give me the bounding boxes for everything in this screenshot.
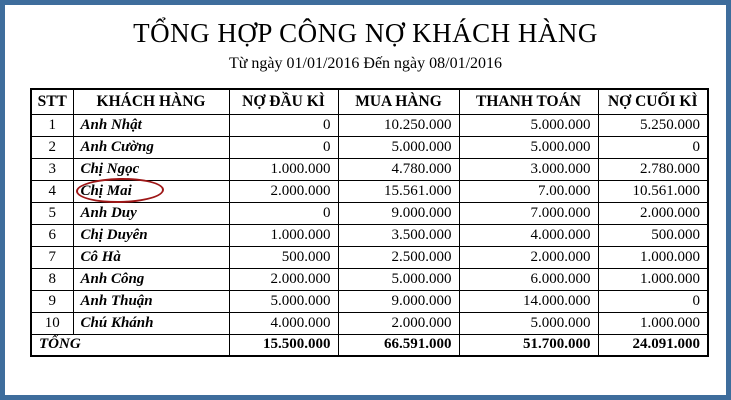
- opening-debt-cell: 2.000.000: [229, 180, 338, 202]
- payments-cell: 5.000.000: [459, 136, 598, 158]
- payments-cell: 5.000.000: [459, 114, 598, 136]
- customer-name: Anh Thuận: [80, 292, 153, 309]
- row-index-cell: 6: [31, 224, 73, 246]
- total-row: [31, 334, 708, 356]
- customer-name-cell: [73, 136, 229, 158]
- row-index-cell: 3: [31, 158, 73, 180]
- customer-name-cell: [73, 158, 229, 180]
- row-index-cell: 7: [31, 246, 73, 268]
- customer-name: Chú Khánh: [80, 314, 154, 331]
- customer-name: Cô Hà: [80, 248, 121, 265]
- closing-debt-cell: 0: [598, 290, 708, 312]
- customer-name-cell: [73, 290, 229, 312]
- total-payments-cell: 51.700.000: [459, 334, 598, 356]
- table-row: [31, 312, 708, 334]
- opening-debt-cell: 1.000.000: [229, 224, 338, 246]
- closing-debt-cell: 5.250.000: [598, 114, 708, 136]
- customer-name: Chị Duyên: [80, 226, 148, 243]
- closing-debt-cell: 1.000.000: [598, 312, 708, 334]
- purchases-cell: 9.000.000: [338, 202, 459, 224]
- closing-debt-cell: 10.561.000: [598, 180, 708, 202]
- col-header-customer: KHÁCH HÀNG: [73, 89, 229, 114]
- purchases-cell: 2.500.000: [338, 246, 459, 268]
- customer-name-cell: [73, 114, 229, 136]
- customer-name: Anh Duy: [80, 204, 137, 221]
- closing-debt-cell: 500.000: [598, 224, 708, 246]
- row-index-cell: 2: [31, 136, 73, 158]
- customer-name-cell: [73, 202, 229, 224]
- customer-name-cell: [73, 180, 229, 202]
- customer-name-cell: [73, 224, 229, 246]
- opening-debt-cell: 2.000.000: [229, 268, 338, 290]
- page-subtitle: Từ ngày 01/01/2016 Đến ngày 08/01/2016: [228, 55, 503, 72]
- closing-debt-cell: 2.780.000: [598, 158, 708, 180]
- payments-cell: 7.000.000: [459, 202, 598, 224]
- customer-name: Anh Nhật: [80, 116, 142, 133]
- customer-name-cell: [73, 312, 229, 334]
- payments-cell: 7.00.000: [459, 180, 598, 202]
- row-index-cell: 10: [31, 312, 73, 334]
- purchases-cell: 3.500.000: [338, 224, 459, 246]
- closing-debt-cell: 1.000.000: [598, 246, 708, 268]
- closing-debt-cell: 2.000.000: [598, 202, 708, 224]
- payments-cell: 4.000.000: [459, 224, 598, 246]
- opening-debt-cell: 1.000.000: [229, 158, 338, 180]
- customer-name: Chị Mai: [80, 182, 132, 199]
- payments-cell: 6.000.000: [459, 268, 598, 290]
- purchases-cell: 4.780.000: [338, 158, 459, 180]
- payments-cell: 2.000.000: [459, 246, 598, 268]
- table-row: [31, 202, 708, 224]
- table-body: [31, 114, 708, 334]
- total-opening-debt-cell: 15.500.000: [229, 334, 338, 356]
- page-title: TỔNG HỢP CÔNG NỢ KHÁCH HÀNG: [133, 18, 598, 48]
- payments-cell: 14.000.000: [459, 290, 598, 312]
- header-row: [31, 89, 708, 114]
- opening-debt-cell: 4.000.000: [229, 312, 338, 334]
- col-header-purchases: MUA HÀNG: [338, 89, 459, 114]
- customer-name: Anh Cường: [80, 138, 154, 155]
- customer-name-cell: [73, 268, 229, 290]
- table-row: [31, 114, 708, 136]
- payments-cell: 5.000.000: [459, 312, 598, 334]
- opening-debt-cell: 0: [229, 114, 338, 136]
- debt-summary-table: [30, 88, 709, 357]
- opening-debt-cell: 0: [229, 136, 338, 158]
- row-index-cell: 1: [31, 114, 73, 136]
- row-index-cell: 5: [31, 202, 73, 224]
- total-closing-debt-cell: 24.091.000: [598, 334, 708, 356]
- opening-debt-cell: 0: [229, 202, 338, 224]
- col-header-opening-debt: NỢ ĐẦU KÌ: [229, 89, 338, 114]
- customer-name-cell: [73, 246, 229, 268]
- purchases-cell: 9.000.000: [338, 290, 459, 312]
- table-row: [31, 268, 708, 290]
- table-row: [31, 224, 708, 246]
- total-label-cell: TỔNG: [31, 334, 229, 356]
- closing-debt-cell: 0: [598, 136, 708, 158]
- table-row: [31, 180, 708, 202]
- table-row: [31, 290, 708, 312]
- purchases-cell: 2.000.000: [338, 312, 459, 334]
- row-index-cell: 9: [31, 290, 73, 312]
- customer-name: Anh Công: [80, 270, 145, 287]
- purchases-cell: 5.000.000: [338, 268, 459, 290]
- col-header-stt: STT: [31, 89, 73, 114]
- col-header-payments: THANH TOÁN: [459, 89, 598, 114]
- row-index-cell: 4: [31, 180, 73, 202]
- purchases-cell: 10.250.000: [338, 114, 459, 136]
- table-row: [31, 158, 708, 180]
- customer-name: Chị Ngọc: [80, 160, 140, 177]
- col-header-closing-debt: NỢ CUỐI KÌ: [598, 89, 708, 114]
- payments-cell: 3.000.000: [459, 158, 598, 180]
- purchases-cell: 15.561.000: [338, 180, 459, 202]
- purchases-cell: 5.000.000: [338, 136, 459, 158]
- row-index-cell: 8: [31, 268, 73, 290]
- table-row: [31, 246, 708, 268]
- total-purchases-cell: 66.591.000: [338, 334, 459, 356]
- opening-debt-cell: 500.000: [229, 246, 338, 268]
- table-row: [31, 136, 708, 158]
- opening-debt-cell: 5.000.000: [229, 290, 338, 312]
- closing-debt-cell: 1.000.000: [598, 268, 708, 290]
